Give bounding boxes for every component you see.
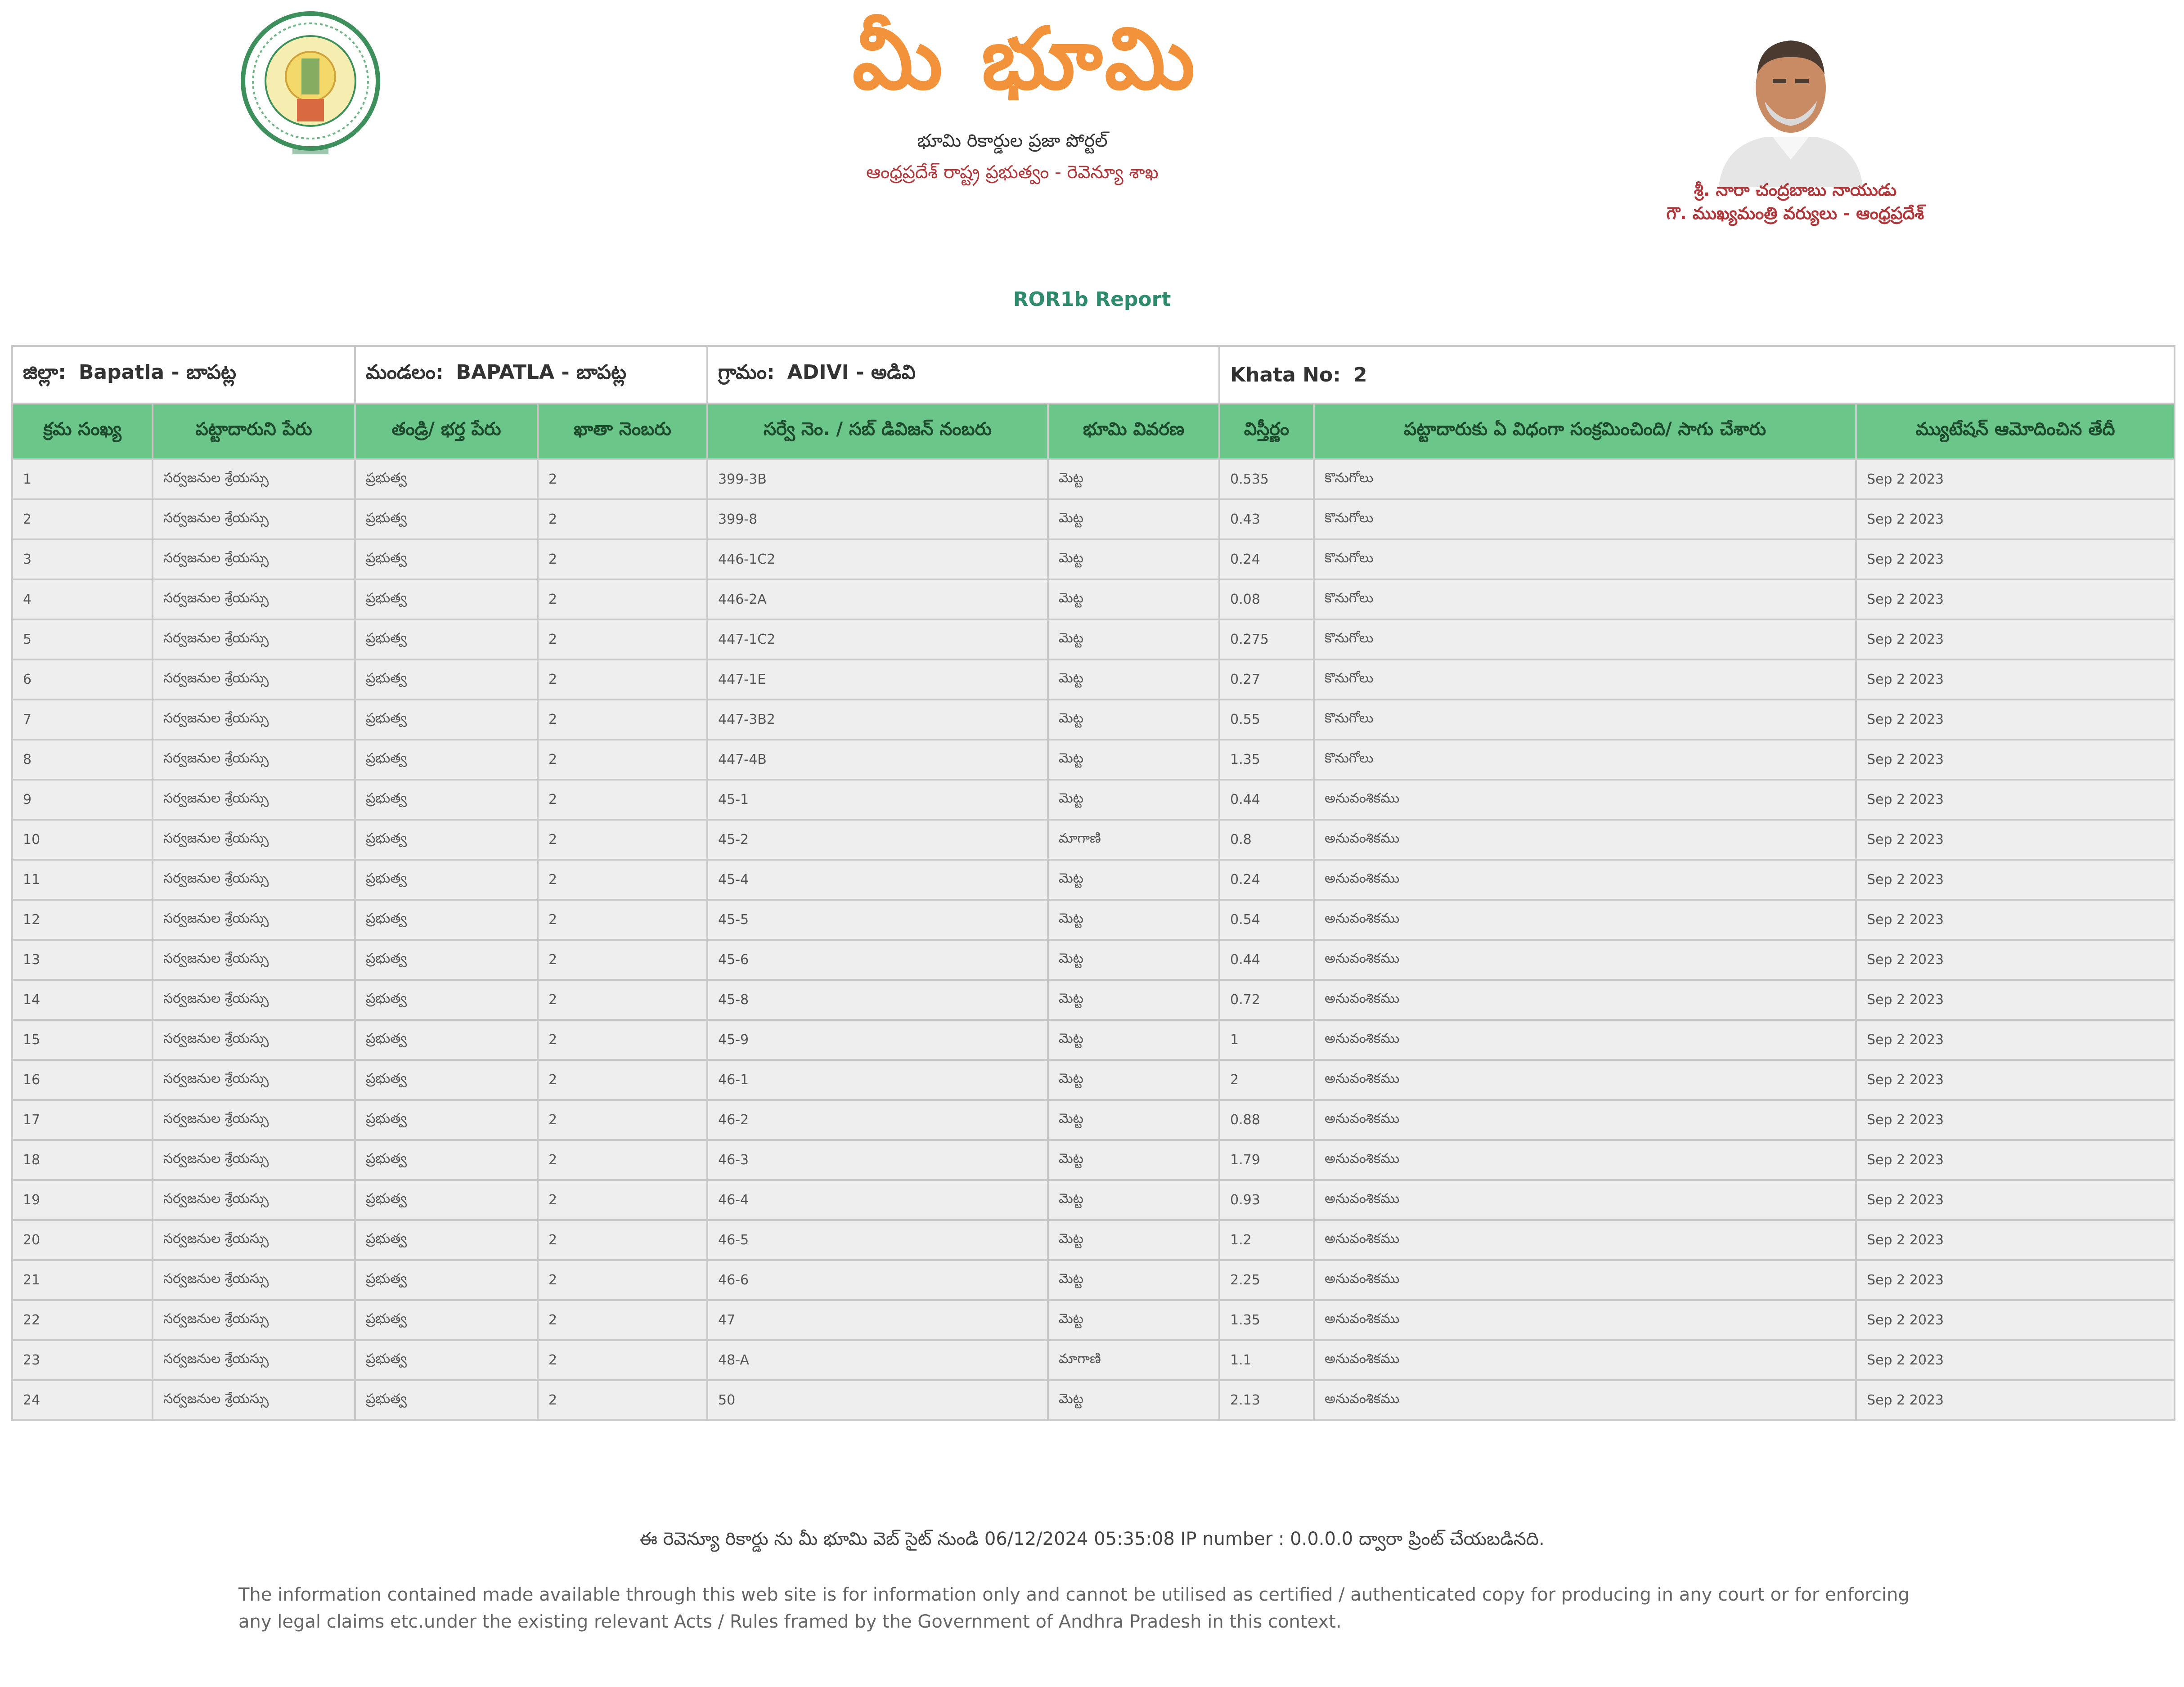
- cell-sno: 7: [12, 700, 153, 740]
- cell-owner-name: సర్వజనుల శ్రేయస్సు: [153, 1340, 355, 1380]
- cell-sno: 16: [12, 1060, 153, 1100]
- cell-mutation-date: Sep 2 2023: [1856, 459, 2175, 499]
- table-row: [12, 780, 2175, 820]
- district-value: Bapatla - బాపట్ల: [78, 361, 237, 384]
- cell-extent: 2.25: [1219, 1260, 1314, 1300]
- table-row: [12, 1300, 2175, 1340]
- print-note: ఈ రెవెన్యూ రికార్డు ను మీ భూమి వెబ్ సైట్ నుండి 06/12/2024 05:35:08 IP number : 0.0.0.0 ద్వారా ప్రింట్ చేయబడినది.: [639, 1529, 1545, 1549]
- cell-land-type: మెట్ట: [1048, 579, 1219, 619]
- village-value: ADIVI - అడివి: [787, 361, 916, 384]
- cell-land-type: మెట్ట: [1048, 700, 1219, 740]
- cell-owner-name: సర్వజనుల శ్రేయస్సు: [153, 619, 355, 660]
- cell-khata-number: 2: [538, 459, 707, 499]
- cell-extent: 0.8: [1219, 820, 1314, 860]
- cell-khata-number: 2: [538, 740, 707, 780]
- cell-khata-number: 2: [538, 1340, 707, 1380]
- cell-owner-name: సర్వజనుల శ్రేయస్సు: [153, 1220, 355, 1260]
- cell-survey-number: 447-4B: [707, 740, 1048, 780]
- cell-survey-number: 45-8: [707, 980, 1048, 1020]
- cell-father-name: ప్రభుత్వ: [355, 900, 538, 940]
- table-row: [12, 1220, 2175, 1260]
- col-header-sno: క్రమ సంఖ్య: [12, 404, 153, 459]
- cell-land-type: మెట్ట: [1048, 1260, 1219, 1300]
- cell-survey-number: 446-1C2: [707, 539, 1048, 579]
- cell-survey-number: 50: [707, 1380, 1048, 1420]
- cell-acquisition-mode: అనువంశికము: [1314, 1340, 1856, 1380]
- cell-mutation-date: Sep 2 2023: [1856, 1260, 2175, 1300]
- col-header-owner-name: పట్టాదారుని పేరు: [153, 404, 355, 459]
- cell-khata-number: 2: [538, 1140, 707, 1180]
- cell-khata-number: 2: [538, 1300, 707, 1340]
- col-header-land-type: భూమి వివరణ: [1048, 404, 1219, 459]
- chief-minister-portrait: [1710, 25, 1872, 187]
- col-header-extent: విస్తీర్ణం: [1219, 404, 1314, 459]
- cell-sno: 1: [12, 459, 153, 499]
- table-row: [12, 900, 2175, 940]
- cell-owner-name: సర్వజనుల శ్రేయస్సు: [153, 820, 355, 860]
- cell-extent: 2.13: [1219, 1380, 1314, 1420]
- table-header-row: [12, 404, 2175, 459]
- cell-sno: 2: [12, 499, 153, 539]
- cm-name: శ్రీ. నారా చంద్రబాబు నాయుడు: [1694, 180, 1897, 200]
- cell-acquisition-mode: కొనుగోలు: [1314, 700, 1856, 740]
- cell-father-name: ప్రభుత్వ: [355, 860, 538, 900]
- cell-owner-name: సర్వజనుల శ్రేయస్సు: [153, 1300, 355, 1340]
- cell-mutation-date: Sep 2 2023: [1856, 860, 2175, 900]
- cell-khata-number: 2: [538, 1220, 707, 1260]
- khata-value: 2: [1353, 363, 1367, 386]
- cell-owner-name: సర్వజనుల శ్రేయస్సు: [153, 940, 355, 980]
- table-row: [12, 499, 2175, 539]
- ap-state-emblem-icon: [238, 9, 382, 162]
- cell-acquisition-mode: అనువంశికము: [1314, 780, 1856, 820]
- cell-sno: 13: [12, 940, 153, 980]
- cell-extent: 0.93: [1219, 1180, 1314, 1220]
- cell-father-name: ప్రభుత్వ: [355, 1380, 538, 1420]
- cell-acquisition-mode: అనువంశికము: [1314, 1300, 1856, 1340]
- cell-extent: 0.27: [1219, 660, 1314, 700]
- cell-father-name: ప్రభుత్వ: [355, 619, 538, 660]
- cell-extent: 1.2: [1219, 1220, 1314, 1260]
- cell-survey-number: 45-5: [707, 900, 1048, 940]
- cell-owner-name: సర్వజనుల శ్రేయస్సు: [153, 1260, 355, 1300]
- cell-mutation-date: Sep 2 2023: [1856, 579, 2175, 619]
- cell-land-type: మెట్ట: [1048, 1180, 1219, 1220]
- table-row: [12, 860, 2175, 900]
- cell-khata-number: 2: [538, 1060, 707, 1100]
- table-row: [12, 1380, 2175, 1420]
- cell-land-type: మాగాణి: [1048, 1340, 1219, 1380]
- cell-land-type: మెట్ట: [1048, 900, 1219, 940]
- cell-khata-number: 2: [538, 539, 707, 579]
- cell-father-name: ప్రభుత్వ: [355, 1180, 538, 1220]
- cell-owner-name: సర్వజనుల శ్రేయస్సు: [153, 1060, 355, 1100]
- cell-sno: 11: [12, 860, 153, 900]
- cell-sno: 14: [12, 980, 153, 1020]
- cell-khata-number: 2: [538, 579, 707, 619]
- cell-owner-name: సర్వజనుల శ్రేయస్సు: [153, 1020, 355, 1060]
- cell-acquisition-mode: అనువంశికము: [1314, 1060, 1856, 1100]
- cell-extent: 1.79: [1219, 1140, 1314, 1180]
- cell-land-type: మెట్ట: [1048, 1060, 1219, 1100]
- cell-survey-number: 45-1: [707, 780, 1048, 820]
- table-row: [12, 1100, 2175, 1140]
- cell-extent: 0.24: [1219, 860, 1314, 900]
- report-title: ROR1b Report: [1013, 288, 1171, 311]
- cell-sno: 15: [12, 1020, 153, 1060]
- brand-department: ఆంధ్రప్రదేశ్ రాష్ట్ర ప్రభుత్వం - రెవెన్యూ శాఖ: [866, 162, 1159, 183]
- cell-owner-name: సర్వజనుల శ్రేయస్సు: [153, 499, 355, 539]
- cell-khata-number: 2: [538, 660, 707, 700]
- cell-father-name: ప్రభుత్వ: [355, 1140, 538, 1180]
- cell-mutation-date: Sep 2 2023: [1856, 780, 2175, 820]
- table-row: [12, 1140, 2175, 1180]
- cell-acquisition-mode: కొనుగోలు: [1314, 459, 1856, 499]
- cell-father-name: ప్రభుత్వ: [355, 579, 538, 619]
- cell-sno: 10: [12, 820, 153, 860]
- cell-survey-number: 46-5: [707, 1220, 1048, 1260]
- table-row: [12, 539, 2175, 579]
- col-header-khata-number: ఖాతా నెంబరు: [538, 404, 707, 459]
- cell-mutation-date: Sep 2 2023: [1856, 1300, 2175, 1340]
- cell-survey-number: 446-2A: [707, 579, 1048, 619]
- cell-owner-name: సర్వజనుల శ్రేయస్సు: [153, 1100, 355, 1140]
- cell-sno: 19: [12, 1180, 153, 1220]
- cell-acquisition-mode: కొనుగోలు: [1314, 499, 1856, 539]
- cell-father-name: ప్రభుత్వ: [355, 499, 538, 539]
- cell-owner-name: సర్వజనుల శ్రేయస్సు: [153, 980, 355, 1020]
- cell-extent: 1.35: [1219, 740, 1314, 780]
- cell-survey-number: 447-1E: [707, 660, 1048, 700]
- cell-acquisition-mode: అనువంశికము: [1314, 900, 1856, 940]
- cell-khata-number: 2: [538, 940, 707, 980]
- cell-owner-name: సర్వజనుల శ్రేయస్సు: [153, 539, 355, 579]
- cell-acquisition-mode: కొనుగోలు: [1314, 740, 1856, 780]
- cell-father-name: ప్రభుత్వ: [355, 539, 538, 579]
- khata-label: Khata No:: [1230, 363, 1341, 386]
- cell-land-type: మెట్ట: [1048, 459, 1219, 499]
- cell-land-type: మెట్ట: [1048, 660, 1219, 700]
- cell-father-name: ప్రభుత్వ: [355, 820, 538, 860]
- cell-mutation-date: Sep 2 2023: [1856, 1060, 2175, 1100]
- cell-khata-number: 2: [538, 1020, 707, 1060]
- cell-acquisition-mode: కొనుగోలు: [1314, 539, 1856, 579]
- cell-sno: 21: [12, 1260, 153, 1300]
- cell-khata-number: 2: [538, 780, 707, 820]
- village-label: గ్రామం:: [718, 361, 775, 384]
- cell-sno: 12: [12, 900, 153, 940]
- cell-khata-number: 2: [538, 1180, 707, 1220]
- cell-mutation-date: Sep 2 2023: [1856, 1380, 2175, 1420]
- cell-acquisition-mode: అనువంశికము: [1314, 860, 1856, 900]
- cell-mutation-date: Sep 2 2023: [1856, 820, 2175, 860]
- cell-owner-name: సర్వజనుల శ్రేయస్సు: [153, 700, 355, 740]
- cell-khata-number: 2: [538, 1100, 707, 1140]
- cell-mutation-date: Sep 2 2023: [1856, 619, 2175, 660]
- cell-sno: 18: [12, 1140, 153, 1180]
- cell-extent: 0.88: [1219, 1100, 1314, 1140]
- cell-owner-name: సర్వజనుల శ్రేయస్సు: [153, 579, 355, 619]
- cell-owner-name: సర్వజనుల శ్రేయస్సు: [153, 1180, 355, 1220]
- cell-land-type: మెట్ట: [1048, 940, 1219, 980]
- cell-acquisition-mode: కొనుగోలు: [1314, 619, 1856, 660]
- cell-survey-number: 46-3: [707, 1140, 1048, 1180]
- cell-extent: 0.43: [1219, 499, 1314, 539]
- cell-khata-number: 2: [538, 860, 707, 900]
- cell-mutation-date: Sep 2 2023: [1856, 940, 2175, 980]
- cell-owner-name: సర్వజనుల శ్రేయస్సు: [153, 860, 355, 900]
- ror1b-table: [11, 345, 2175, 1421]
- cell-sno: 17: [12, 1100, 153, 1140]
- cell-father-name: ప్రభుత్వ: [355, 1020, 538, 1060]
- cell-survey-number: 45-9: [707, 1020, 1048, 1060]
- cell-extent: 0.44: [1219, 940, 1314, 980]
- cell-survey-number: 45-6: [707, 940, 1048, 980]
- cell-mutation-date: Sep 2 2023: [1856, 1100, 2175, 1140]
- cell-acquisition-mode: అనువంశికము: [1314, 1180, 1856, 1220]
- district-label: జిల్లా:: [23, 361, 66, 384]
- cell-acquisition-mode: అనువంశికము: [1314, 820, 1856, 860]
- cell-sno: 8: [12, 740, 153, 780]
- cell-extent: 0.44: [1219, 780, 1314, 820]
- cell-sno: 3: [12, 539, 153, 579]
- cell-khata-number: 2: [538, 700, 707, 740]
- cell-survey-number: 399-8: [707, 499, 1048, 539]
- mandal-cell: [355, 346, 707, 404]
- village-cell: [707, 346, 1219, 404]
- cell-survey-number: 48-A: [707, 1340, 1048, 1380]
- cell-owner-name: సర్వజనుల శ్రేయస్సు: [153, 660, 355, 700]
- cell-sno: 23: [12, 1340, 153, 1380]
- cell-sno: 5: [12, 619, 153, 660]
- mandal-label: మండలం:: [366, 361, 444, 384]
- table-row: [12, 700, 2175, 740]
- cell-sno: 9: [12, 780, 153, 820]
- cell-land-type: మెట్ట: [1048, 539, 1219, 579]
- cell-extent: 2: [1219, 1060, 1314, 1100]
- cell-survey-number: 45-2: [707, 820, 1048, 860]
- cell-father-name: ప్రభుత్వ: [355, 459, 538, 499]
- mandal-value: BAPATLA - బాపట్ల: [456, 361, 627, 384]
- cell-sno: 20: [12, 1220, 153, 1260]
- cell-mutation-date: Sep 2 2023: [1856, 1020, 2175, 1060]
- cell-sno: 6: [12, 660, 153, 700]
- cell-khata-number: 2: [538, 820, 707, 860]
- cell-extent: 0.24: [1219, 539, 1314, 579]
- cell-khata-number: 2: [538, 499, 707, 539]
- cell-survey-number: 46-4: [707, 1180, 1048, 1220]
- cell-khata-number: 2: [538, 619, 707, 660]
- table-row: [12, 579, 2175, 619]
- cell-survey-number: 46-1: [707, 1060, 1048, 1100]
- cell-mutation-date: Sep 2 2023: [1856, 1180, 2175, 1220]
- cell-owner-name: సర్వజనుల శ్రేయస్సు: [153, 459, 355, 499]
- table-row: [12, 1340, 2175, 1380]
- cell-extent: 0.275: [1219, 619, 1314, 660]
- cell-survey-number: 47: [707, 1300, 1048, 1340]
- cell-extent: 0.535: [1219, 459, 1314, 499]
- cell-mutation-date: Sep 2 2023: [1856, 660, 2175, 700]
- cell-father-name: ప్రభుత్వ: [355, 940, 538, 980]
- col-header-father-name: తండ్రి/ భర్త పేరు: [355, 404, 538, 459]
- cell-acquisition-mode: అనువంశికము: [1314, 1100, 1856, 1140]
- cell-owner-name: సర్వజనుల శ్రేయస్సు: [153, 740, 355, 780]
- table-row: [12, 1260, 2175, 1300]
- table-row: [12, 820, 2175, 860]
- cell-acquisition-mode: అనువంశికము: [1314, 1220, 1856, 1260]
- cell-owner-name: సర్వజనుల శ్రేయస్సు: [153, 1380, 355, 1420]
- cell-mutation-date: Sep 2 2023: [1856, 1140, 2175, 1180]
- cell-acquisition-mode: కొనుగోలు: [1314, 660, 1856, 700]
- table-row: [12, 940, 2175, 980]
- cell-khata-number: 2: [538, 1260, 707, 1300]
- district-cell: [12, 346, 355, 404]
- cell-owner-name: సర్వజనుల శ్రేయస్సు: [153, 780, 355, 820]
- cell-acquisition-mode: అనువంశికము: [1314, 1260, 1856, 1300]
- cell-land-type: మెట్ట: [1048, 980, 1219, 1020]
- khata-cell: [1219, 346, 2175, 404]
- cell-father-name: ప్రభుత్వ: [355, 1100, 538, 1140]
- table-row: [12, 619, 2175, 660]
- cell-father-name: ప్రభుత్వ: [355, 1260, 538, 1300]
- cell-sno: 22: [12, 1300, 153, 1340]
- cell-survey-number: 399-3B: [707, 459, 1048, 499]
- cm-title: గౌ. ముఖ్యమంత్రి వర్యులు - ఆంధ్రప్రదేశ్: [1666, 203, 1924, 223]
- cell-extent: 0.08: [1219, 579, 1314, 619]
- cell-land-type: మెట్ట: [1048, 499, 1219, 539]
- cell-survey-number: 45-4: [707, 860, 1048, 900]
- cell-mutation-date: Sep 2 2023: [1856, 900, 2175, 940]
- cell-mutation-date: Sep 2 2023: [1856, 740, 2175, 780]
- cell-mutation-date: Sep 2 2023: [1856, 539, 2175, 579]
- cell-father-name: ప్రభుత్వ: [355, 1220, 538, 1260]
- cell-father-name: ప్రభుత్వ: [355, 980, 538, 1020]
- col-header-survey-number: సర్వే నెం. / సబ్ డివిజన్ నంబరు: [707, 404, 1048, 459]
- cell-extent: 1.35: [1219, 1300, 1314, 1340]
- cell-land-type: మెట్ట: [1048, 740, 1219, 780]
- cell-mutation-date: Sep 2 2023: [1856, 1220, 2175, 1260]
- cell-land-type: మెట్ట: [1048, 619, 1219, 660]
- cell-sno: 4: [12, 579, 153, 619]
- cell-mutation-date: Sep 2 2023: [1856, 499, 2175, 539]
- cell-land-type: మెట్ట: [1048, 1300, 1219, 1340]
- cell-khata-number: 2: [538, 1380, 707, 1420]
- brand-subtitle: భూమి రికార్డుల ప్రజా పోర్టల్: [917, 130, 1108, 151]
- cell-survey-number: 447-3B2: [707, 700, 1048, 740]
- cell-owner-name: సర్వజనుల శ్రేయస్సు: [153, 900, 355, 940]
- cell-khata-number: 2: [538, 900, 707, 940]
- cell-land-type: మెట్ట: [1048, 1380, 1219, 1420]
- table-row: [12, 660, 2175, 700]
- cell-father-name: ప్రభుత్వ: [355, 1300, 538, 1340]
- cell-survey-number: 447-1C2: [707, 619, 1048, 660]
- table-row: [12, 740, 2175, 780]
- cell-mutation-date: Sep 2 2023: [1856, 700, 2175, 740]
- cell-land-type: మెట్ట: [1048, 1100, 1219, 1140]
- col-header-acquisition-mode: పట్టాదారుకు ఏ విధంగా సంక్రమించింది/ సాగు చేశారు: [1314, 404, 1856, 459]
- cell-father-name: ప్రభుత్వ: [355, 1060, 538, 1100]
- col-header-mutation-date: మ్యుటేషన్ ఆమోదించిన తేదీ: [1856, 404, 2175, 459]
- cell-land-type: మెట్ట: [1048, 780, 1219, 820]
- cell-land-type: మెట్ట: [1048, 860, 1219, 900]
- cell-father-name: ప్రభుత్వ: [355, 660, 538, 700]
- table-row: [12, 980, 2175, 1020]
- cell-survey-number: 46-6: [707, 1260, 1048, 1300]
- cell-acquisition-mode: అనువంశికము: [1314, 1380, 1856, 1420]
- cell-acquisition-mode: అనువంశికము: [1314, 980, 1856, 1020]
- cell-land-type: మెట్ట: [1048, 1140, 1219, 1180]
- cell-acquisition-mode: అనువంశికము: [1314, 1140, 1856, 1180]
- cell-extent: 1.1: [1219, 1340, 1314, 1380]
- cell-father-name: ప్రభుత్వ: [355, 740, 538, 780]
- cell-survey-number: 46-2: [707, 1100, 1048, 1140]
- table-row: [12, 459, 2175, 499]
- cell-extent: 0.54: [1219, 900, 1314, 940]
- cell-acquisition-mode: అనువంశికము: [1314, 1020, 1856, 1060]
- cell-sno: 24: [12, 1380, 153, 1420]
- cell-land-type: మెట్ట: [1048, 1020, 1219, 1060]
- cell-land-type: మాగాణి: [1048, 820, 1219, 860]
- cell-mutation-date: Sep 2 2023: [1856, 980, 2175, 1020]
- cell-extent: 0.72: [1219, 980, 1314, 1020]
- table-row: [12, 1020, 2175, 1060]
- cell-land-type: మెట్ట: [1048, 1220, 1219, 1260]
- table-row: [12, 1060, 2175, 1100]
- cell-acquisition-mode: కొనుగోలు: [1314, 579, 1856, 619]
- brand-title: మీ భూమి: [852, 8, 1200, 108]
- cell-father-name: ప్రభుత్వ: [355, 780, 538, 820]
- cell-owner-name: సర్వజనుల శ్రేయస్సు: [153, 1140, 355, 1180]
- cell-mutation-date: Sep 2 2023: [1856, 1340, 2175, 1380]
- meta-row: [12, 346, 2175, 404]
- cell-father-name: ప్రభుత్వ: [355, 700, 538, 740]
- cell-extent: 1: [1219, 1020, 1314, 1060]
- cell-khata-number: 2: [538, 980, 707, 1020]
- cell-extent: 0.55: [1219, 700, 1314, 740]
- cell-acquisition-mode: అనువంశికము: [1314, 940, 1856, 980]
- table-row: [12, 1180, 2175, 1220]
- cell-father-name: ప్రభుత్వ: [355, 1340, 538, 1380]
- disclaimer: The information contained made available through this web site is for information only and cannot be utilised as certified / authenticated copy for producing in any court or for enforcing any legal claims etc.under the existing relevant Acts / Rules framed by the Government of Andhra Pradesh in this context.: [238, 1584, 1910, 1632]
